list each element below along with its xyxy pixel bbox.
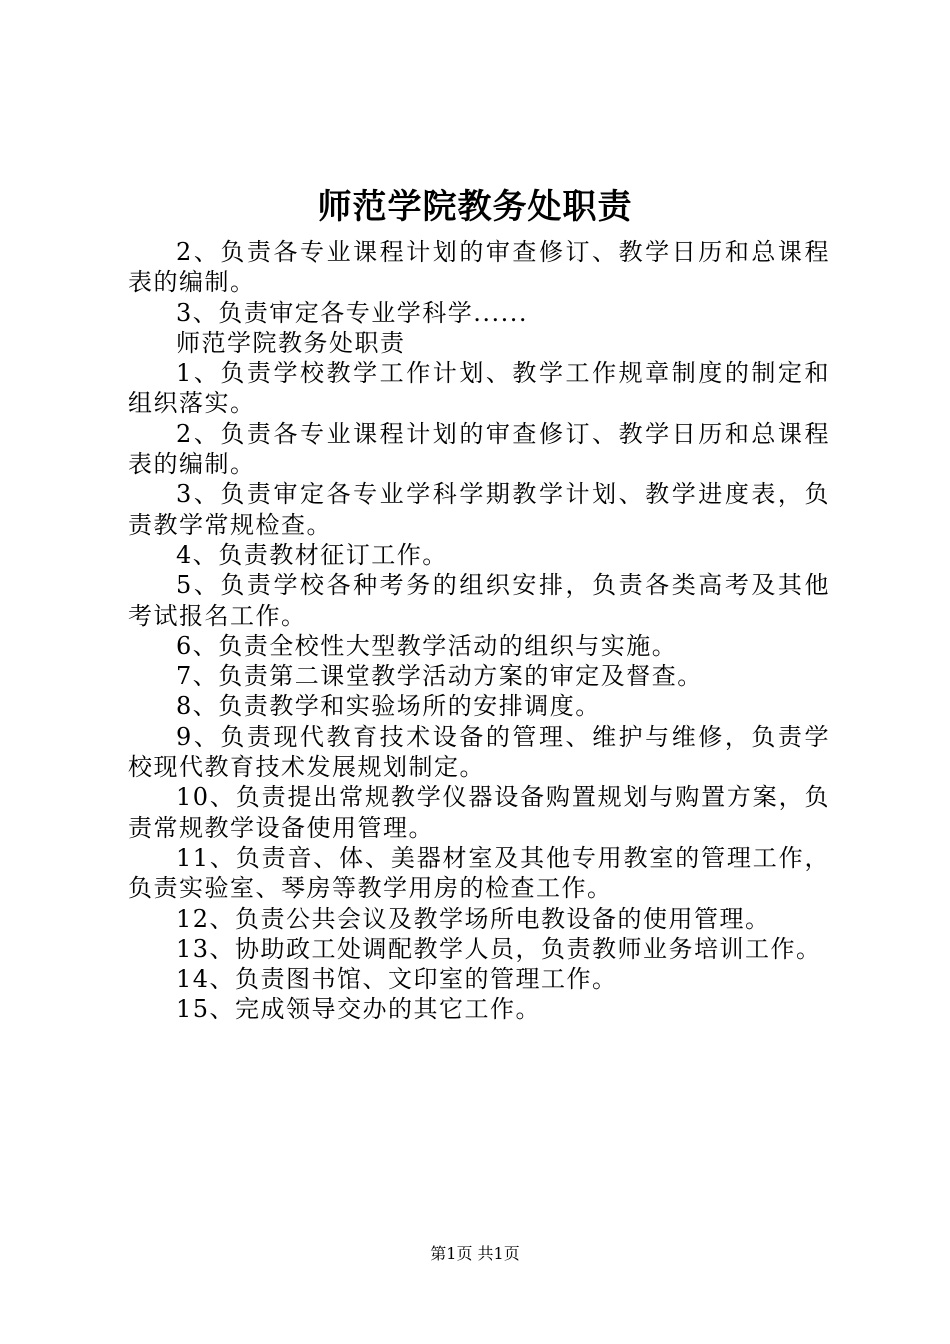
paragraph: 7、负责第二课堂教学活动方案的审定及督查。 — [176, 662, 703, 691]
paragraph: 9、负责现代教育技术设备的管理、维护与维修，负责学校现代教育技术发展规划制定。 — [128, 722, 830, 782]
page-footer: 第1页 共1页 — [430, 1244, 520, 1263]
paragraph: 2、负责各专业课程计划的审查修订、教学日历和总课程表的编制。 — [128, 419, 830, 479]
paragraph: 6、负责全校性大型教学活动的组织与实施。 — [176, 631, 678, 660]
paragraph: 3、负责审定各专业学科学...... — [176, 298, 529, 327]
paragraph: 14、负责图书馆、文印室的管理工作。 — [176, 965, 618, 994]
paragraph: 12、负责公共会议及教学场所电教设备的使用管理。 — [176, 904, 771, 933]
paragraph: 13、协助政工处调配教学人员，负责教师业务培训工作。 — [176, 934, 822, 963]
paragraph: 1、负责学校教学工作计划、教学工作规章制度的制定和组织落实。 — [128, 359, 830, 418]
paragraph: 5、负责学校各种考务的组织安排，负责各类高考及其他考试报名工作。 — [128, 571, 830, 630]
document-title: 师范学院教务处职责 — [317, 187, 633, 227]
paragraph: 11、负责音、体、美器材室及其他专用教室的管理工作，负责实验室、琴房等教学用房的检查工作。 — [128, 843, 830, 903]
paragraph: 2、负责各专业课程计划的审查修订、教学日历和总课程表的编制。 — [128, 238, 830, 297]
paragraph: 3、负责审定各专业学科学期教学计划、教学进度表，负责教学常规检查。 — [128, 480, 830, 539]
paragraph: 15、完成领导交办的其它工作。 — [176, 995, 542, 1024]
paragraph: 8、负责教学和实验场所的安排调度。 — [176, 692, 601, 721]
document-body — [128, 237, 830, 1025]
paragraph: 4、负责教材征订工作。 — [176, 540, 448, 569]
paragraph: 师范学院教务处职责 — [176, 328, 406, 357]
paragraph: 10、负责提出常规教学仪器设备购置规划与购置方案，负责常规教学设备使用管理。 — [128, 783, 830, 842]
